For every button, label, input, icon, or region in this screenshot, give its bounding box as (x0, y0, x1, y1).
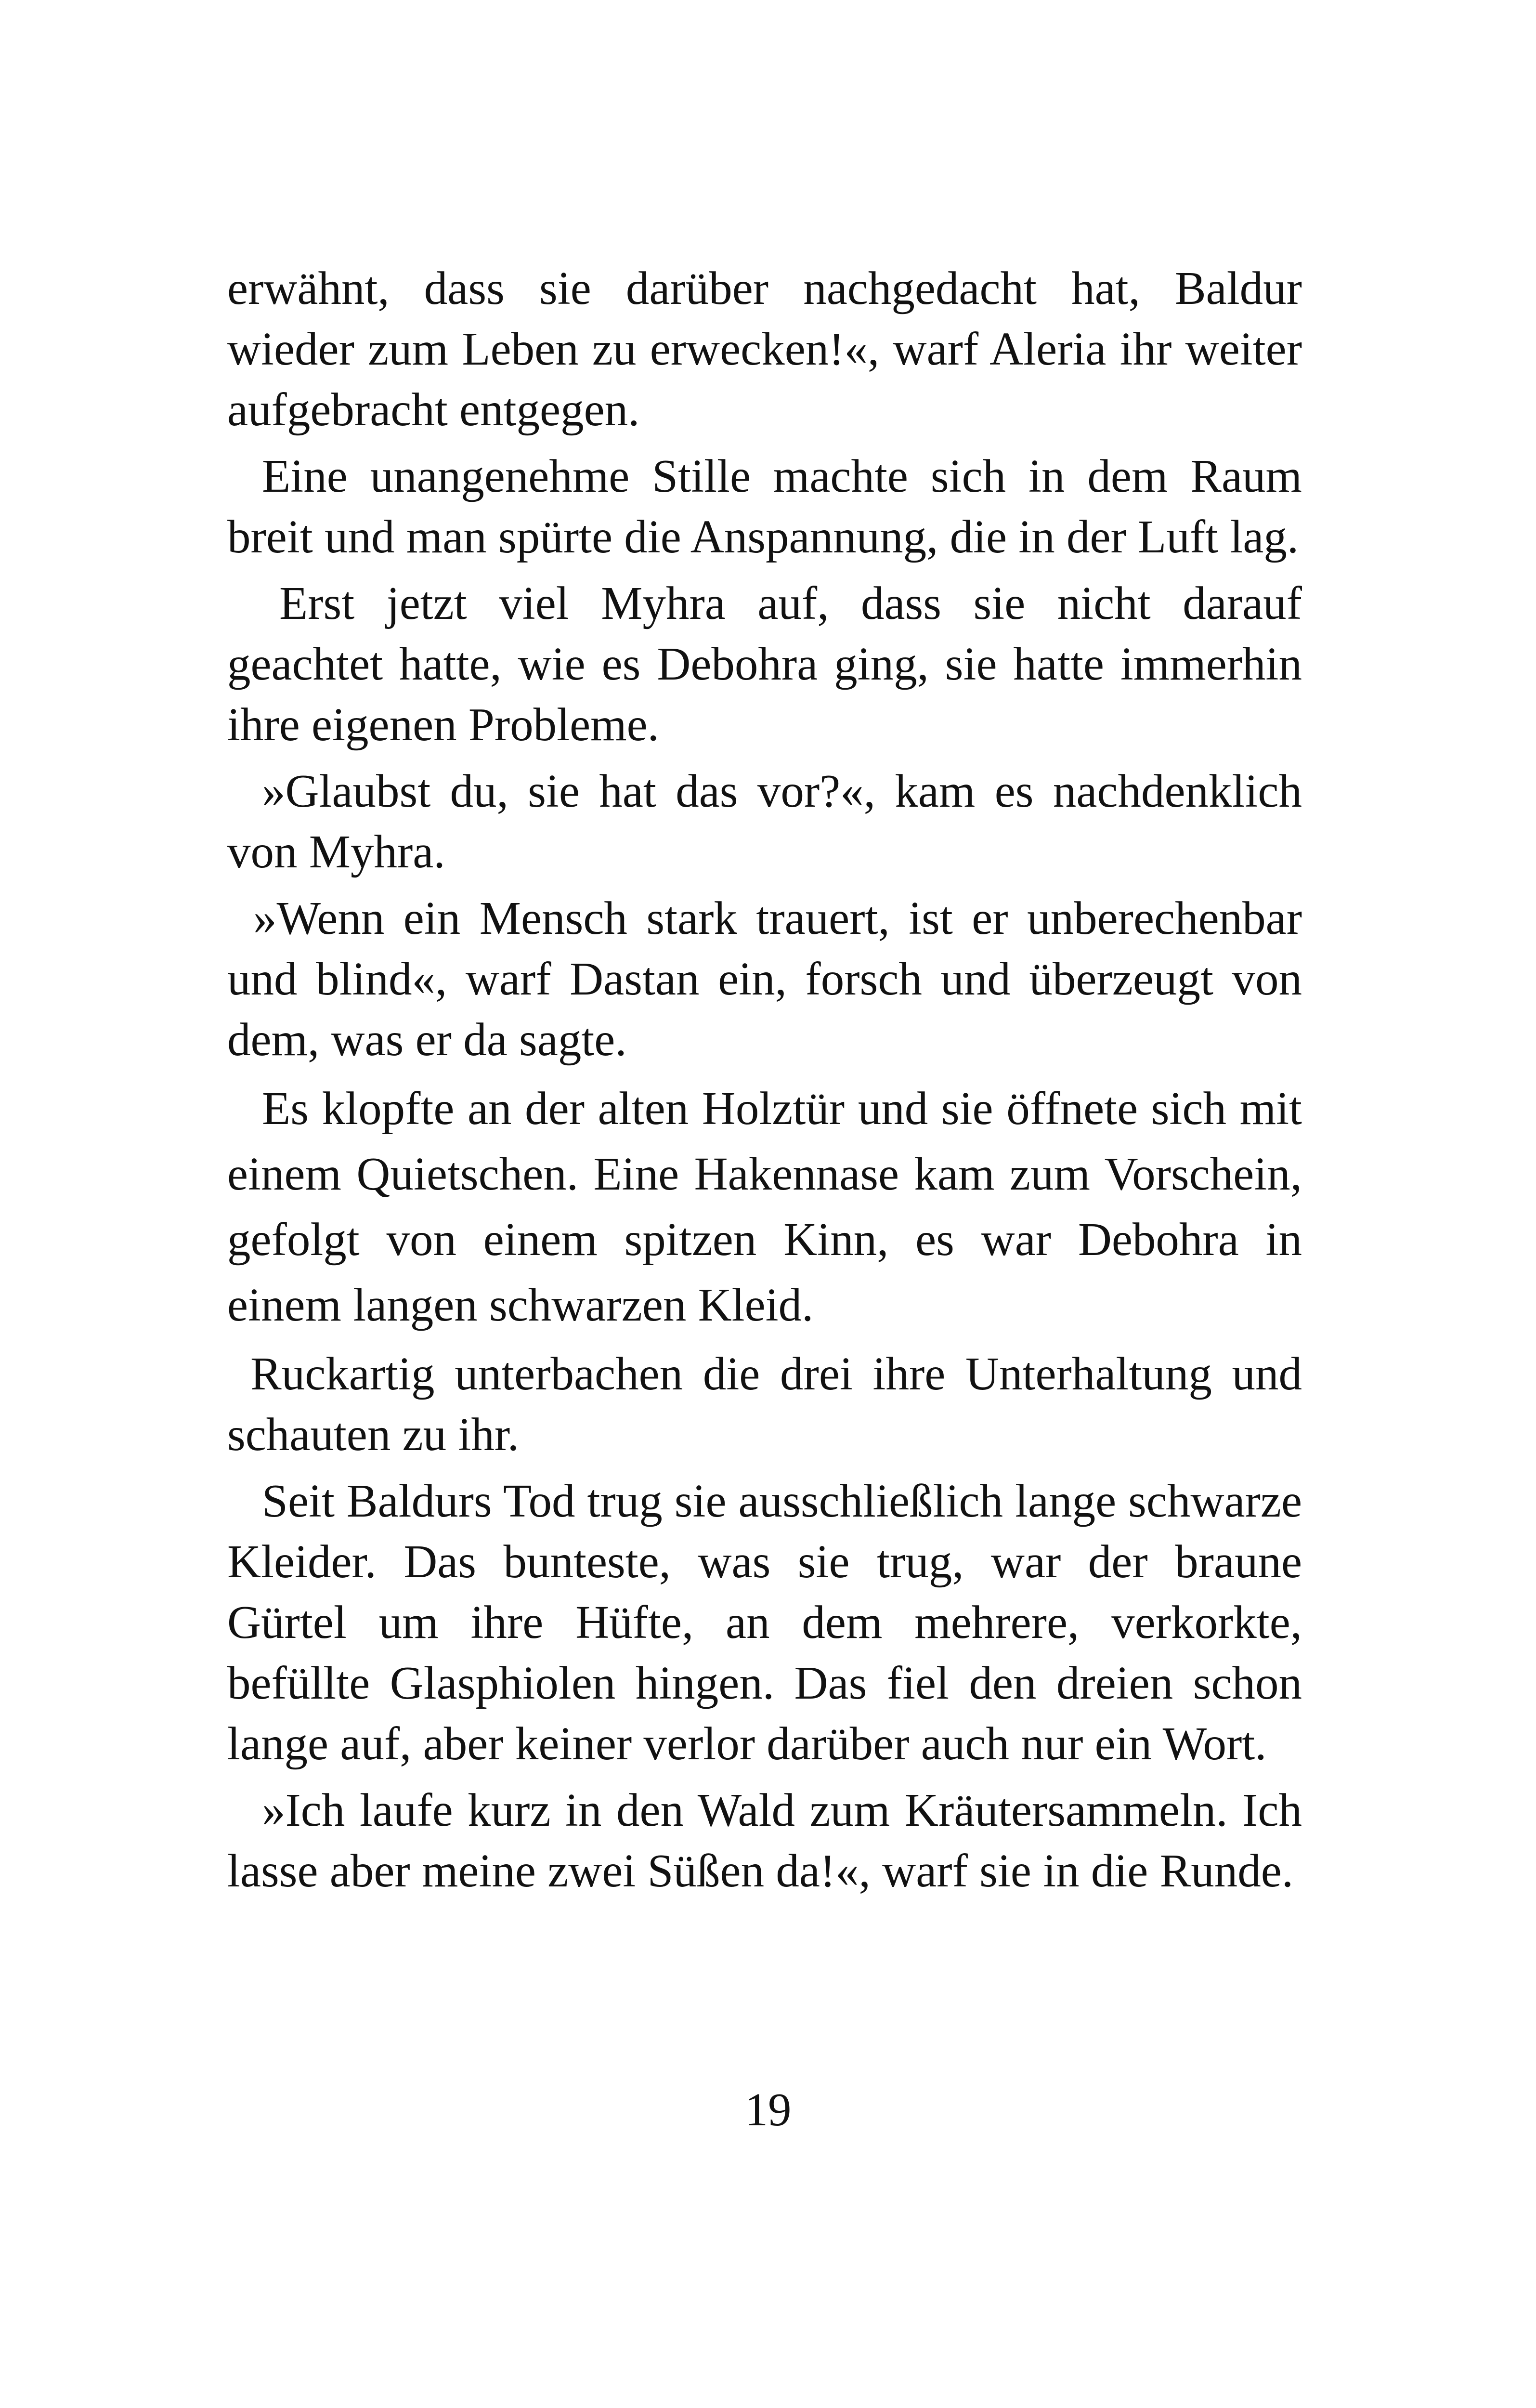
paragraph: »Wenn ein Mensch stark trauert, ist er unberechenbar und blind«, warf Dastan ein, forsch und überzeugt von dem, was er da sagte. (227, 892, 1302, 1065)
paragraph: »Glaubst du, sie hat das vor?«, kam es nachdenklich von Myhra. (227, 765, 1302, 877)
paragraph: Erst jetzt viel Myhra auf, dass sie nicht darauf geachtet hatte, wie es Debohra ging, sie hatte immerhin ihre eigenen Probleme. (227, 577, 1302, 750)
paragraph: Eine unangenehme Stille machte sich in dem Raum breit und man spürte die Anspannung, die in der Luft lag. (227, 450, 1302, 563)
paragraph: erwähnt, dass sie darüber nachgedacht hat, Baldur wieder zum Leben zu erwecken!«, warf Aleria ihr weiter aufgebracht entgegen. (227, 262, 1302, 435)
paragraph: Es klopfte an der alten Holztür und sie öffnete sich mit einem Quietschen. Eine Hakennase kam zum Vorschein, gefolgt von einem spitzen Kinn, es war Debohra in einem langen schwarzen Kleid. (227, 1083, 1302, 1331)
paragraph: Seit Baldurs Tod trug sie ausschließlich lange schwarze Kleider. Das bunteste, was sie trug, war der braune Gürtel um ihre Hüfte, an dem mehrere, verkorkte, befüllte Glasphiolen hingen. Das fiel den dreien schon lange auf, aber keiner verlor darüber auch nur ein Wort. (227, 1475, 1302, 1769)
page-number: 19 (744, 2084, 792, 2135)
paragraph: »Ich laufe kurz in den Wald zum Kräutersammeln. Ich lasse aber meine zwei Süßen da!«, warf sie in die Runde. (227, 1784, 1302, 1897)
paragraph: Ruckartig unterbachen die drei ihre Unterhaltung und schauten zu ihr. (227, 1348, 1302, 1460)
body-text (227, 258, 1302, 1901)
